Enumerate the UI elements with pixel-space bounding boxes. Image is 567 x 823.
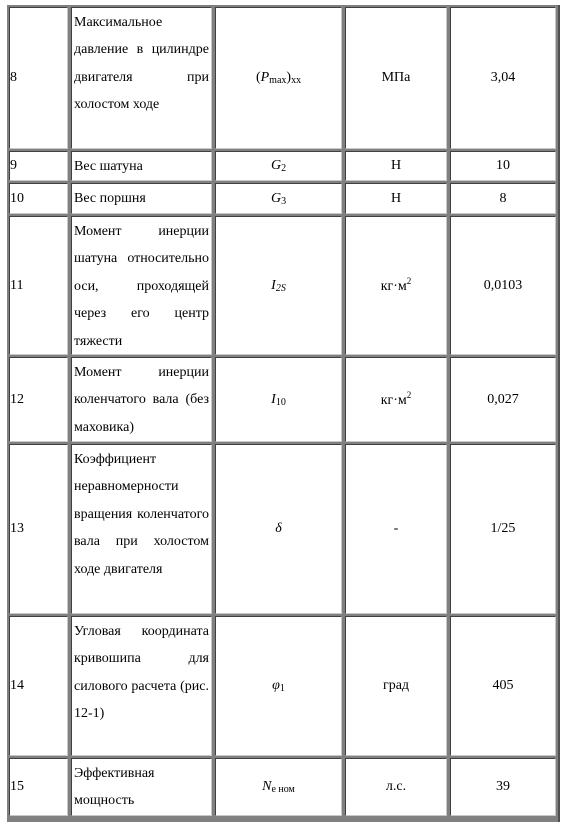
row-unit: $кг\cdot м^2$ bbox=[345, 357, 447, 442]
row-value: 0,0103 bbox=[450, 216, 556, 355]
row-value: 8 bbox=[450, 183, 556, 214]
row-value: 3,04 bbox=[450, 7, 556, 149]
row-number: 9 bbox=[9, 151, 68, 181]
row-symbol: $\varphi_1$ bbox=[215, 616, 342, 756]
row-number: 13 bbox=[9, 444, 68, 614]
row-symbol: $G_3$ bbox=[215, 183, 342, 214]
row-symbol: $I_{10}$ bbox=[215, 357, 342, 442]
row-description: Угловая координата кривошипа для силового расчета (рис. 12-1) bbox=[71, 616, 212, 756]
row-number: 10 bbox=[9, 183, 68, 214]
row-value: 10 bbox=[450, 151, 556, 181]
row-value: 39 bbox=[450, 758, 556, 816]
row-description: Коэффициент неравномерности вращения коленчатого вала при холостом ходе двигателя bbox=[71, 444, 212, 614]
row-value: 0,027 bbox=[450, 357, 556, 442]
row-unit: Н bbox=[345, 151, 447, 181]
row-unit: $кг\cdot м^2$ bbox=[345, 216, 447, 355]
row-unit: МПа bbox=[345, 7, 447, 149]
row-number: 8 bbox=[9, 7, 68, 149]
row-value: 405 bbox=[450, 616, 556, 756]
row-symbol: $I_{2S}$ bbox=[215, 216, 342, 355]
row-symbol: $N_{е ном}$ bbox=[215, 758, 342, 816]
row-unit: Н bbox=[345, 183, 447, 214]
row-number: 11 bbox=[9, 216, 68, 355]
row-number: 15 bbox=[9, 758, 68, 816]
row-description: Вес шатуна bbox=[71, 151, 212, 181]
row-description: Эффективная мощность bbox=[71, 758, 212, 816]
row-description: Момент инерции шатуна относительно оси, проходящей через его центр тяжести bbox=[71, 216, 212, 355]
row-description: Момент инерции коленчатого вала (без маховика) bbox=[71, 357, 212, 442]
row-number: 12 bbox=[9, 357, 68, 442]
row-unit: град bbox=[345, 616, 447, 756]
row-unit: л.с. bbox=[345, 758, 447, 816]
parameters-table bbox=[7, 5, 560, 822]
row-description: Максимальное давление в цилиндре двигателя при холостом ходе bbox=[71, 7, 212, 149]
row-description: Вес поршня bbox=[71, 183, 212, 214]
row-symbol: $G_2$ bbox=[215, 151, 342, 181]
row-symbol: δ bbox=[215, 444, 342, 614]
row-number: 14 bbox=[9, 616, 68, 756]
row-unit: - bbox=[345, 444, 447, 614]
row-symbol: $(P_{max})_{хх}$ bbox=[215, 7, 342, 149]
row-value: 1/25 bbox=[450, 444, 556, 614]
